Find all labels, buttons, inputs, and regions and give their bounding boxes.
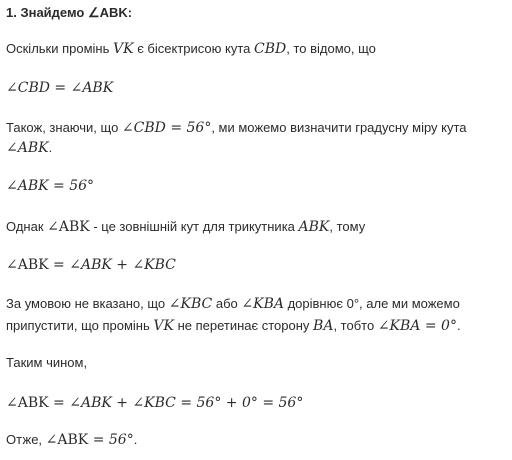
- text: , то відомо, що: [286, 41, 376, 56]
- text: За умовою не вказано, що: [6, 296, 169, 311]
- math-angle: ∠ABK: [47, 219, 90, 235]
- text: .: [456, 318, 461, 333]
- paragraph-bisector: [6, 40, 508, 58]
- paragraph-assume: [6, 295, 508, 313]
- math-angle: ∠KBA: [241, 296, 284, 312]
- equation-final: [6, 394, 508, 412]
- math-ray: VK: [113, 41, 134, 57]
- math-expr: ∠CBD = 56°: [121, 120, 212, 136]
- paragraph-knowing: [6, 119, 508, 137]
- text: Також, знаючи, що: [6, 120, 122, 135]
- text: .: [48, 140, 53, 155]
- text: - це зовнішній кут для трикутника: [89, 219, 299, 234]
- paragraph-knowing-cont: [6, 139, 508, 157]
- text: Оскільки промінь: [6, 41, 113, 56]
- text: , ми можемо визначити градусну міру кута: [211, 120, 467, 135]
- math-expr: = ∠ABK + ∠KBC = 56° + 0° = 56°: [48, 395, 304, 411]
- equation-abk-56: ∠ABK = 56°: [6, 178, 95, 194]
- math-expr: = ∠ABK + ∠KBC: [48, 257, 176, 273]
- text: припустити, що промінь: [6, 318, 154, 333]
- text: , тому: [329, 219, 366, 234]
- math-triangle: ABK: [298, 219, 330, 235]
- text: , тобто: [333, 318, 378, 333]
- math-expr: ∠KBA = 0°: [377, 318, 457, 334]
- text: не перетинає сторону: [173, 318, 314, 333]
- math-ray: VK: [153, 318, 174, 334]
- text: .: [133, 432, 138, 447]
- math-angle: ∠ABK: [6, 257, 49, 273]
- math-side: BA: [313, 318, 334, 334]
- math-angle: ∠ABK: [6, 140, 49, 156]
- step-heading: 1. Знайдемо ∠ABK:: [6, 5, 133, 20]
- text: Отже,: [6, 432, 46, 447]
- paragraph-thus: Таким чином,: [6, 355, 88, 370]
- math-expr: = 56°: [88, 432, 134, 448]
- equation-exterior: [6, 256, 508, 274]
- math-angle: CBD: [254, 41, 287, 57]
- text: Однак: [6, 219, 48, 234]
- paragraph-assume-cont: [6, 317, 508, 335]
- text: є бісектрисою кута: [133, 41, 254, 56]
- math-angle: ∠KBC: [168, 296, 213, 312]
- math-angle: ∠ABK: [45, 432, 89, 448]
- text: дорівнює 0°, але ми можемо: [283, 296, 460, 311]
- paragraph-exterior-angle: [6, 218, 508, 236]
- text: або: [212, 296, 242, 311]
- math-angle: ∠ABK: [6, 395, 49, 411]
- paragraph-conclusion: [6, 431, 508, 449]
- equation-cbd-abk: ∠CBD = ∠ABK: [6, 80, 114, 96]
